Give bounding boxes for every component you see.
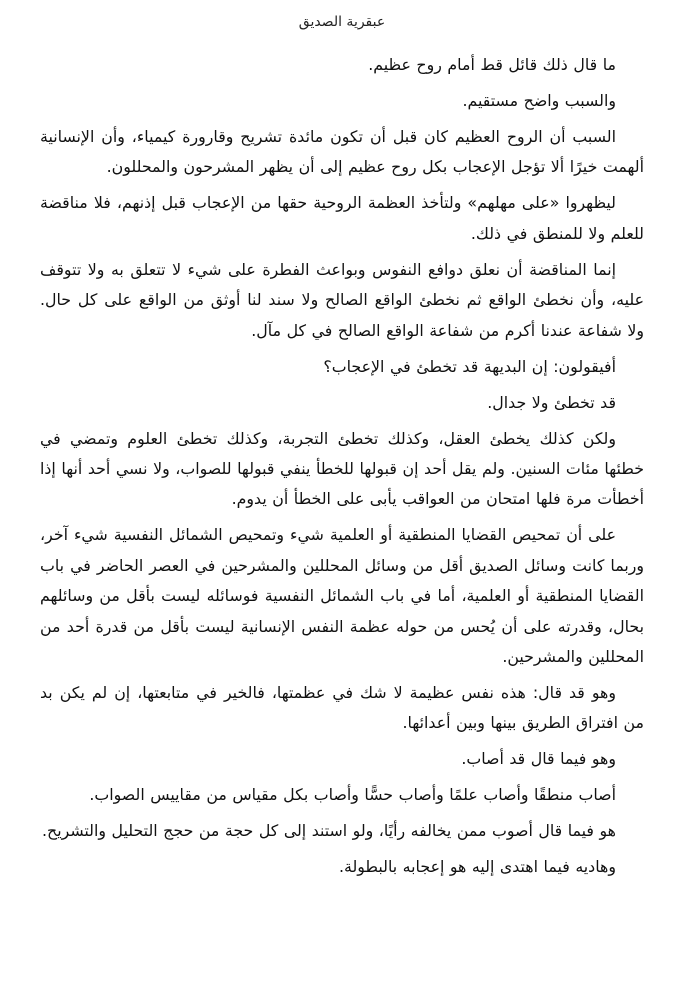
paragraph: إنما المناقضة أن نعلق دوافع النفوس وبواعث الفطرة على شيء لا تتعلق به ولا تتوقف عليه، وأن نخطئ الواقع ثم نخطئ الواقع الصالح ولا سند لنا أوثق من الواقع على كل حال. ولا شفاعة عندنا أكرم من شفاعة الواقع الصالح في كل مآل. [40, 259, 644, 340]
paragraph: وهو قد قال: هذه نفس عظيمة لا شك في عظمتها، فالخير في متابعتها، إن لم يكن بد من افتراق الطريق بينها وبين أعدائها. [40, 683, 644, 733]
paragraph: قد تخطئ ولا جدال. [487, 392, 616, 412]
running-header: عبقرية الصديق [298, 14, 386, 30]
paragraph: هو فيما قال أصوب ممن يخالفه رأيًا، ولو استند إلى كل حجة من حجج التحليل والتشريح. [41, 821, 616, 841]
paragraph: أصاب منطقًا وأصاب علمًا وأصاب حسًّا وأصاب بكل مقياس من مقاييس الصواب. [89, 785, 616, 805]
paragraph: وهو فيما قال قد أصاب. [461, 749, 616, 769]
paragraph: وهاديه فيما اهتدى إليه هو إعجابه بالبطولة. [338, 857, 616, 877]
paragraph: ولكن كذلك يخطئ العقل، وكذلك تخطئ التجربة، وكذلك تخطئ العلوم وتمضي في خطئها مئات السنين. ولم يقل أحد إن قبولها للخطأ ينفي قبولها للصواب، ولا نسي أحد أنها إذا أخطأت مرة فلها امتحان من العواقب يأبى على الخطأ أن يدوم. [40, 428, 644, 509]
paragraph: والسبب واضح مستقيم. [462, 91, 616, 110]
paragraph: أفيقولون: إن البديهة قد تخطئ في الإعجاب؟ [323, 356, 616, 376]
paragraph: ما قال ذلك قائل قط أمام روح عظيم. [368, 55, 616, 74]
paragraph: على أن تمحيص القضايا المنطقية أو العلمية شيء وتمحيص الشمائل النفسية شيء آخر، وربما كانت وسائل الصديق أقل من وسائل المحللين والمشرحين في العصر الحاضر في باب القضايا المنطقية أو العلمية، أما في باب الشمائل النفسية فوسائله ليست بأقل من وسائلهم بحال، وقدرته على أن يُحس من حوله عظمة النفس الإنسانية ليست بأقل من قدرة أحد من المحللين والمشرحين. [40, 525, 644, 667]
paragraph: ليظهروا «على مهلهم» ولتأخذ العظمة الروحية حقها من الإعجاب قبل إذنهم، فلا مناقضة للعلم ولا للمنطق في ذلك. [40, 193, 644, 243]
paragraph: السبب أن الروح العظيم كان قبل أن تكون مائدة تشريح وقارورة كيمياء، وأن الإنسانية ألهمت خيرًا ألا تؤجل الإعجاب بكل روح عظيم إلى أن يظهر المشرحون والمحللون. [40, 127, 644, 177]
body-text [40, 50, 644, 883]
